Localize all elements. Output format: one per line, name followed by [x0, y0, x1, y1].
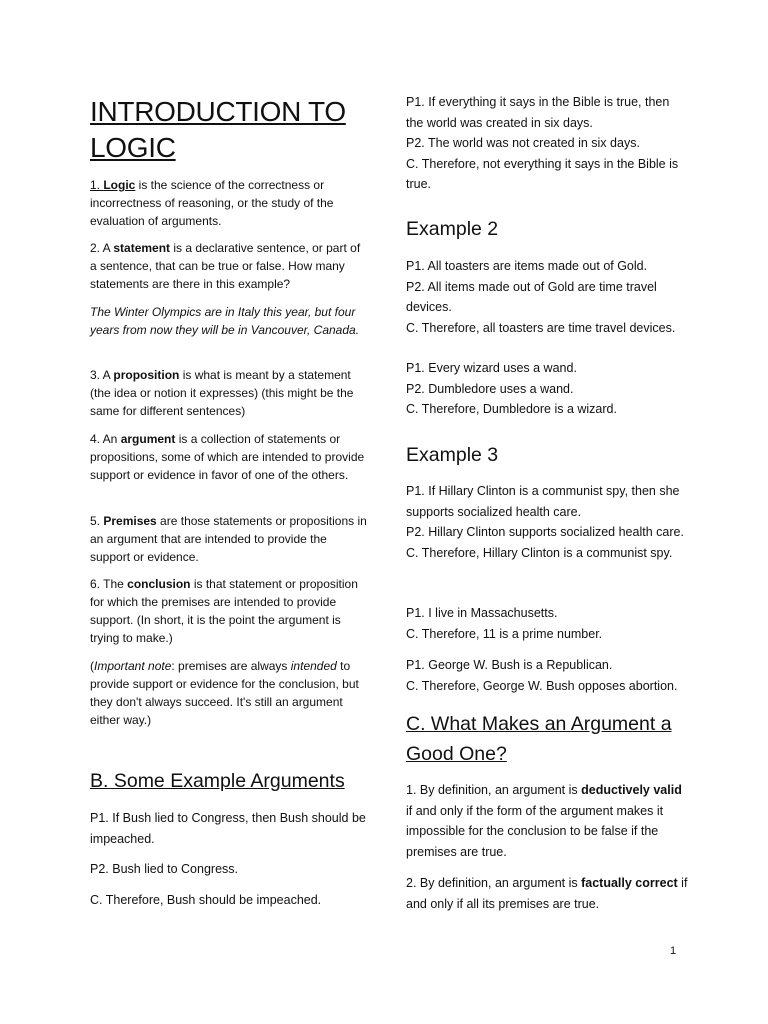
example2-heading: Example 2 — [406, 218, 499, 240]
bible-conclusion: C. Therefore, not everything it says in the Bible is true. — [406, 156, 679, 191]
example3-heading: Example 3 — [406, 444, 499, 466]
document-title: INTRODUCTION TO LOGIC — [90, 96, 346, 163]
bible-argument — [406, 92, 688, 195]
section-b-heading: B. Some Example Arguments — [90, 770, 345, 792]
definition-proposition: 3. A proposition is what is meant by a statement (the idea or notion it expresses) (this might be the same for different sentences) — [90, 368, 354, 418]
toasters-premise2: P2. All items made out of Gold are time travel devices. — [406, 279, 657, 314]
hillary-argument — [406, 481, 688, 563]
definition-conclusion: 6. The conclusion is that statement or proposition for which the premises are intended to provide support. (In short, it is the point the argument is trying to make.) — [90, 577, 358, 645]
definition-argument: 4. An argument is a collection of statements or propositions, some of which are intended to provide support or evidence in favor of one of the others. — [90, 432, 365, 482]
example-italic: The Winter Olympics are in Italy this year, but four years from now they will be in Vancouver, Canada. — [90, 305, 360, 337]
factually-correct-definition: 2. By definition, an argument is factually correct if and only if all its premises are true. — [406, 876, 688, 911]
republican-argument — [406, 655, 688, 696]
example1-conclusion: C. Therefore, Bush should be impeached. — [90, 893, 322, 907]
deductively-valid-definition: 1. By definition, an argument is deductively valid if and only if the form of the argument makes it impossible for the conclusion to be false if the premises are true. — [406, 783, 682, 859]
toasters-conclusion: C. Therefore, all toasters are time travel devices. — [406, 320, 676, 335]
massachusetts-conclusion: C. Therefore, 11 is a prime number. — [406, 626, 603, 641]
hillary-premise1: P1. If Hillary Clinton is a communist spy, then she supports socialized health care. — [406, 484, 680, 519]
example1-premise2: P2. Bush lied to Congress. — [90, 862, 238, 876]
massachusetts-premise1: P1. I live in Massachusetts. — [406, 606, 558, 620]
bible-premise1: P1. If everything it says in the Bible is true, then the world was created in six days. — [406, 95, 670, 130]
hillary-conclusion: C. Therefore, Hillary Clinton is a communist spy. — [406, 545, 673, 560]
page-number: 1 — [670, 945, 677, 957]
wizard-premise2: P2. Dumbledore uses a wand. — [406, 381, 574, 396]
hillary-premise2: P2. Hillary Clinton supports socialized health care. — [406, 525, 684, 539]
example1-premise1: P1. If Bush lied to Congress, then Bush should be impeached. — [90, 811, 366, 846]
definition-premises: 5. Premises are those statements or propositions in an argument that are intended to provide the support or evidence. — [90, 514, 367, 564]
toasters-argument — [406, 256, 688, 338]
important-note: (Important note: premises are always intended to provide support or evidence for the conclusion, but they don't always succeed. It's still an argument either way.) — [90, 659, 359, 727]
wizard-argument — [406, 358, 688, 420]
wizard-conclusion: C. Therefore, Dumbledore is a wizard. — [406, 402, 617, 416]
republican-conclusion: C. Therefore, George W. Bush opposes abortion. — [406, 678, 678, 693]
definition-statement: 2. A statement is a declarative sentence, or part of a sentence, that can be true or false. How many statements are there in this example? — [90, 241, 361, 291]
definition-logic: 1. Logic is the science of the correctness or incorrectness of reasoning, or the study of the evaluation of arguments. — [90, 178, 334, 228]
section-c-heading: C. What Makes an Argument a Good One? — [406, 713, 672, 765]
toasters-premise1: P1. All toasters are items made out of Gold. — [406, 259, 648, 273]
bible-premise2: P2. The world was not created in six days. — [406, 136, 640, 150]
republican-premise1: P1. George W. Bush is a Republican. — [406, 658, 613, 672]
massachusetts-argument — [406, 603, 688, 644]
wizard-premise1: P1. Every wizard uses a wand. — [406, 361, 577, 375]
